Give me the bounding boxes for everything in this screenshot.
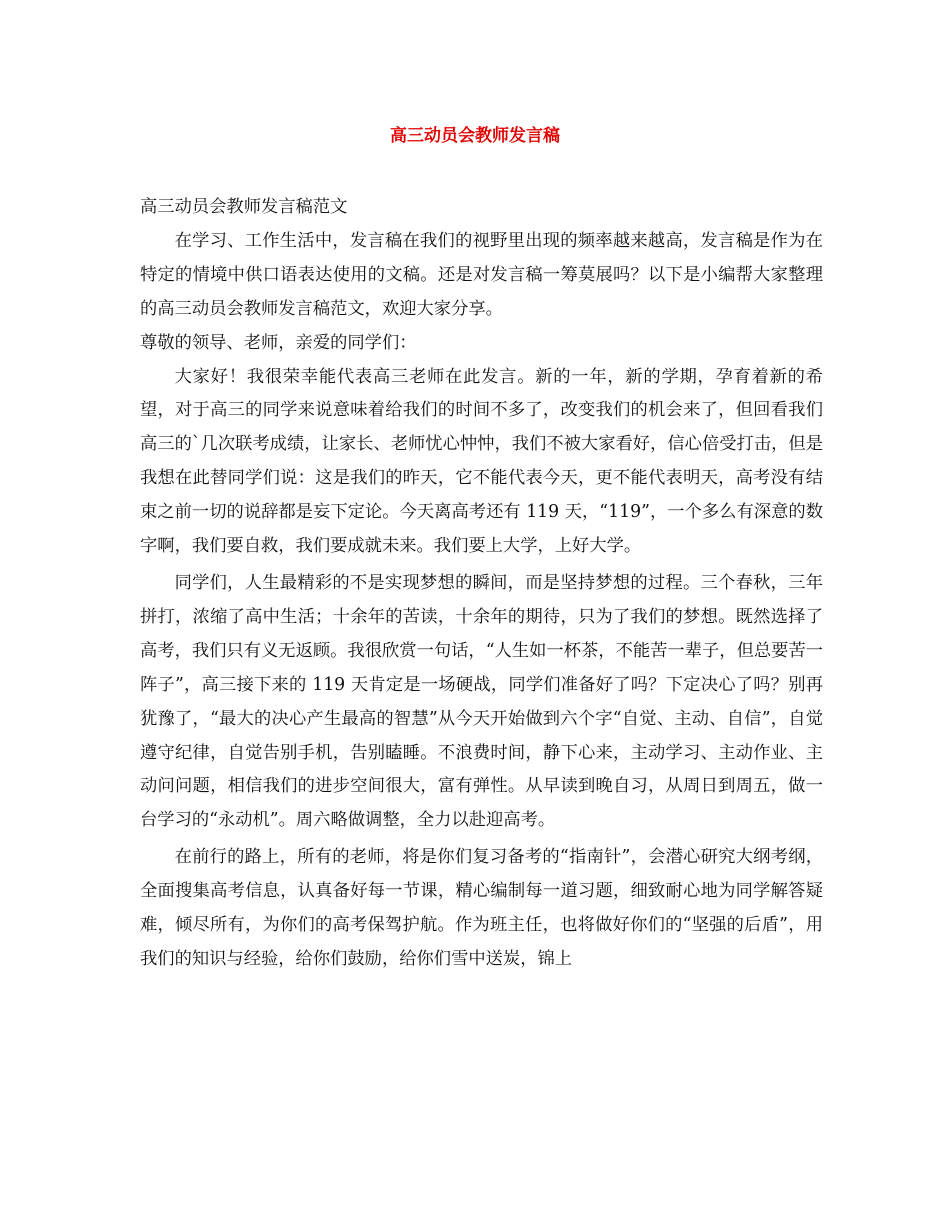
document-title: 高三动员会教师发言稿 [390,126,560,146]
document-subtitle: 高三动员会教师发言稿范文 [140,197,348,217]
salutation: 尊敬的领导、老师，亲爱的同学们： [140,332,417,353]
document-body [140,191,823,977]
body-paragraph-2: 同学们，人生最精彩的不是实现梦想的瞬间，而是坚持梦想的过程。三个春秋，三年拼打，浓缩了高中生活；十余年的苦读，十余年的期待，只为了我们的梦想。既然选择了高考，我们只有义无返顾。我很欣赏一句话，“人生如一杯茶，不能苦一辈子，但总要苦一阵子”，高三接下来的 119 天肯定是一场硬战，同学们准备好了吗？下定决心了吗？别再犹豫了，“最大的决心产生最高的智慧”从今天开始做到六个字“自觉、主动、自信”，自觉遵守纪律，自觉告别手机，告别瞌睡。不浪费时间，静下心来，主动学习、主动作业、主动问问题，相信我们的进步空间很大，富有弹性。从早读到晚自习，从周日到周五，做一台学习的“永动机”。周六略做调整，全力以赴迎高考。 [140,572,823,831]
body-paragraph-3: 在前行的路上，所有的老师，将是你们复习备考的“指南针”，会潜心研究大纲考纲，全面搜集高考信息，认真备好每一节课，精心编制每一道习题，细致耐心地为同学解答疑难，倾尽所有，为你们的高考保驾护航。作为班主任，也将做好你们的“坚强的后盾”，用我们的知识与经验，给你们鼓励，给你们雪中送炭，锦上 [140,847,823,969]
intro-paragraph: 在学习、工作生活中，发言稿在我们的视野里出现的频率越来越高，发言稿是作为在特定的情境中供口语表达使用的文稿。还是对发言稿一筹莫展吗？以下是小编帮大家整理的高三动员会教师发言稿范文，欢迎大家分享。 [140,230,823,319]
body-paragraph-1: 大家好！我很荣幸能代表高三老师在此发言。新的一年，新的学期，孕育着新的希望，对于高三的同学来说意味着给我们的时间不多了，改变我们的机会来了，但回看我们高三的`几次联考成绩，让家长、老师忧心忡忡，我们不被大家看好，信心倍受打击，但是我想在此替同学们说：这是我们的昨天，它不能代表今天，更不能代表明天，高考没有结束之前一切的说辞都是妄下定论。今天离高考还有 119 天，“119”，一个多么有深意的数字啊，我们要自救，我们要成就未来。我们要上大学，上好大学。 [140,366,823,557]
